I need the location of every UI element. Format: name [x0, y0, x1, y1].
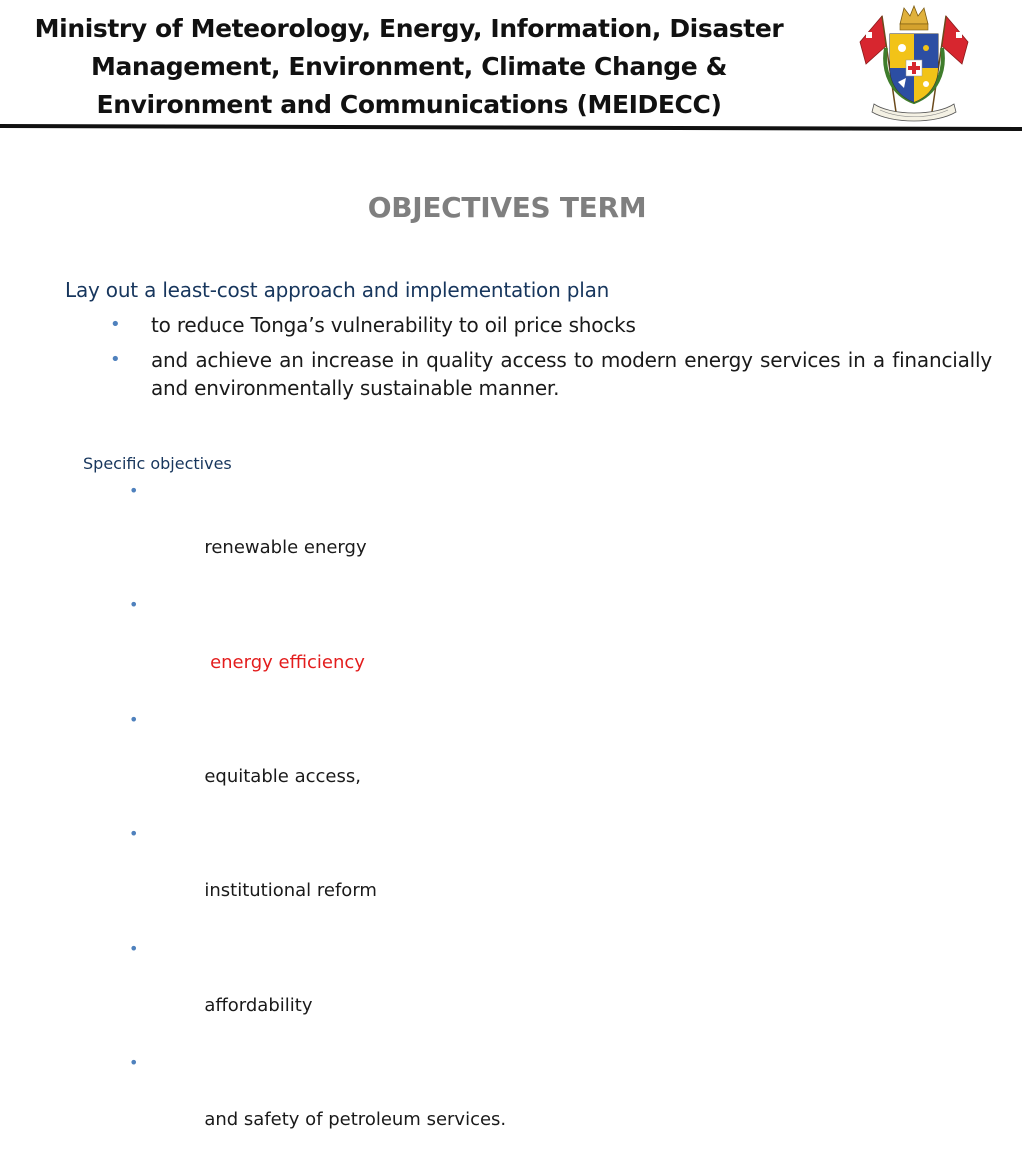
coat-of-arms-icon — [852, 2, 976, 124]
header-divider — [0, 122, 1022, 132]
bullet-icon: • — [129, 709, 139, 729]
objective-text: institutional reform — [204, 880, 377, 902]
list-item — [110, 346, 992, 402]
bullet-text: to reduce Tonga’s vulnerability to oil price shocks — [151, 313, 636, 337]
objective-text-highlighted: energy efficiency — [204, 651, 365, 673]
slide-title: OBJECTIVES TERM — [367, 191, 647, 224]
bullet-icon: • — [110, 349, 121, 370]
list-item — [129, 591, 506, 705]
list-item — [129, 935, 506, 1049]
list-item — [129, 1049, 506, 1163]
bullet-icon: • — [110, 314, 121, 335]
list-item — [129, 820, 506, 934]
list-item — [129, 706, 506, 820]
objective-text: and safety of petroleum services. — [204, 1109, 507, 1131]
bullet-icon: • — [129, 824, 139, 844]
bullet-text: and achieve an increase in quality access to modern energy services in a financially and environmentally sustainable manner. — [151, 348, 992, 400]
objective-text: affordability — [204, 994, 313, 1016]
specific-objectives-list — [129, 477, 506, 1163]
bullet-icon: • — [129, 481, 139, 500]
ministry-title — [24, 10, 794, 124]
bullet-icon: • — [129, 595, 139, 615]
ministry-title-line-3: Environment and Communications (MEIDECC) — [96, 90, 722, 119]
main-bullet-list — [110, 311, 992, 409]
objective-text: renewable energy — [204, 537, 367, 559]
list-item — [110, 311, 992, 339]
list-item — [129, 477, 506, 591]
ministry-title-line-1: Ministry of Meteorology, Energy, Information, Disaster — [34, 14, 784, 43]
lead-statement: Lay out a least-cost approach and implementation plan — [65, 278, 610, 302]
objective-text: equitable access, — [204, 765, 361, 787]
ministry-title-line-2: Management, Environment, Climate Change & — [90, 52, 727, 81]
specific-objectives-heading: Specific objectives — [83, 454, 232, 473]
bullet-icon: • — [129, 938, 139, 958]
bullet-icon: • — [129, 1052, 139, 1072]
